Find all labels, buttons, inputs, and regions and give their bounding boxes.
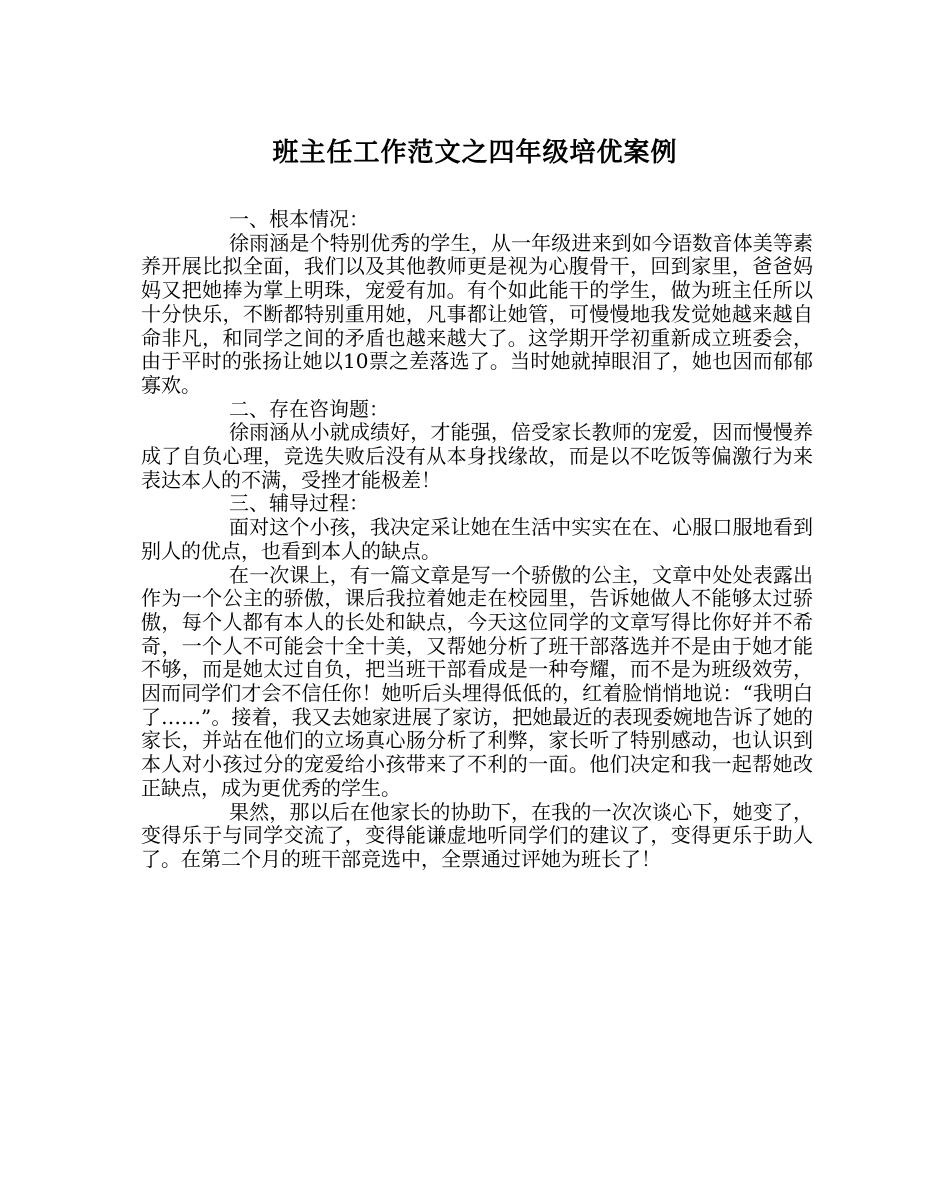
paragraph: 徐雨涵从小就成绩好，才能强，倍受家长教师的宠爱，因而慢慢养成了自负心理，竞选失败后没有从本身找缘故，而是以不吃饭等偏激行为来表达本人的不满，受挫才能极差！ (141, 420, 813, 492)
document-body (141, 208, 813, 872)
paragraph: 果然，那以后在他家长的协助下，在我的一次次谈心下，她变了，变得乐于与同学交流了，变得能谦虚地听同学们的建议了，变得更乐于助人了。在第二个月的班干部竞选中，全票通过评她为班长了！ (141, 799, 813, 871)
paragraph: 徐雨涵是个特别优秀的学生，从一年级进来到如今语数音体美等素养开展比拟全面，我们以及其他教师更是视为心腹骨干，回到家里，爸爸妈妈又把她捧为掌上明珠，宠爱有加。有个如此能干的学生，做为班主任所以十分快乐，不断都特别重用她，凡事都让她管，可慢慢地我发觉她越来越自命非凡，和同学之间的矛盾也越来越大了。这学期开学初重新成立班委会，由于平时的张扬让她以10票之差落选了。当时她就掉眼泪了，她也因而郁郁寡欢。 (141, 230, 813, 397)
document-title: 班主任工作范文之四年级培优案例 (272, 138, 678, 168)
paragraph: 面对这个小孩，我决定采让她在生活中实实在在、心服口服地看到别人的优点，也看到本人的缺点。 (141, 515, 813, 563)
section-heading-basic-info: 一、根本情况： (229, 207, 369, 231)
section-heading-process: 三、辅导过程： (229, 491, 369, 516)
paragraph: 在一次课上，有一篇文章是写一个骄傲的公主，文章中处处表露出作为一个公主的骄傲，课后我拉着她走在校园里，告诉她做人不能够太过骄傲，每个人都有本人的长处和缺点，今天这位同学的文章写得比你好并不希奇，一个人不可能会十全十美，又帮她分析了班干部落选并不是由于她才能不够，而是她太过自负，把当班干部看成是一种夸耀，而不是为班级效劳，因而同学们才会不信任你！她听后头埋得低低的，红着脸悄悄地说：“我明白了……”。接着，我又去她家进展了家访，把她最近的表现委婉地告诉了她的家长，并站在他们的立场真心肠分析了利弊，家长听了特别感动，也认识到本人对小孩过分的宠爱给小孩带来了不利的一面。他们决定和我一起帮她改正缺点，成为更优秀的学生。 (141, 562, 813, 800)
section-heading-problem: 二、存在咨询题： (229, 396, 389, 421)
